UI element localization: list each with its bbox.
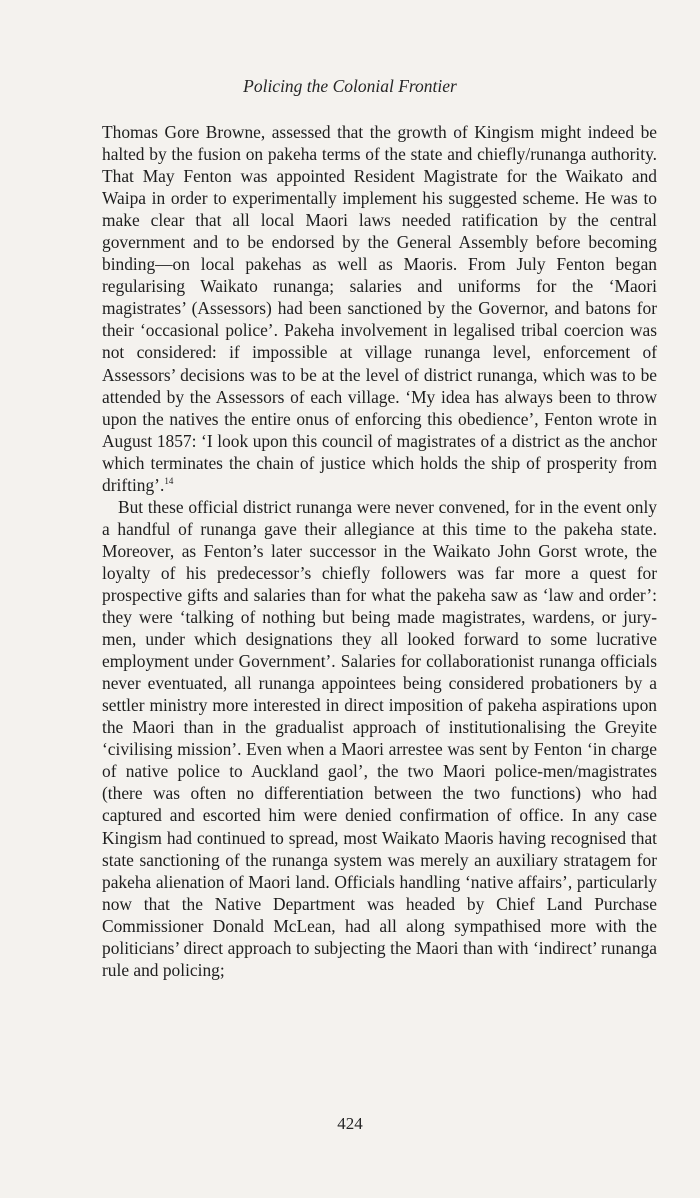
body-text	[102, 121, 657, 981]
paragraph-1-text: Thomas Gore Browne, assessed that the growth of Kingism might indeed be halted by the fusion on pakeha terms of the state and chiefly/runanga authority. That May Fenton was appointed Resident Magistrate for the Waikato and Waipa in order to experimentally implement his suggested scheme. He was to make clear that all local Maori laws needed ratification by the central government and to be endorsed by the General Assembly before becoming binding—on local pakehas as well as Maoris. From July Fenton began regularising Waikato runanga; salaries and uniforms for the ‘Maori magistrates’ (Assessors) had been sanctioned by the Governor, and batons for their ‘occasional police’. Pakeha involvement in legalised tribal coercion was not considered: if impossible at village runanga level, enforcement of Assessors’ decisions was to be at the level of district runanga, which was to be attended by the Assessors of each village. ‘My idea has always been to throw upon the natives the entire onus of enforcing this obedience’, Fenton wrote in August 1857: ‘I look upon this council of magistrates of a district as the anchor which terminates the chain of justice which holds the ship of prosperity from drifting’.	[102, 122, 657, 495]
page-number: 424	[337, 1114, 363, 1133]
paragraph-2	[102, 496, 657, 981]
paragraph-1	[102, 121, 657, 496]
running-head: Policing the Colonial Frontier	[243, 76, 457, 96]
paragraph-2-text: But these official district runanga were never convened, for in the event only a handful of runanga gave their allegiance at this time to the pakeha state. Moreover, as Fenton’s later successor in the Waikato John Gorst wrote, the loyalty of his predecessor’s chiefly followers was far more a quest for prospective gifts and salaries than for what the pakeha saw as ‘law and order’: they were ‘talking of nothing but being made magistrates, wardens, or jury-men, under which designations they all looked forward to some lucrative employment under Government’. Salaries for collaborationist runanga officials never eventuated, all runanga appointees being considered probationers by a settler ministry more interested in direct imposition of pakeha aspirations upon the Maori than in the gradualist approach of institutionalising the Greyite ‘civilising mission’. Even when a Maori arrestee was sent by Fenton ‘in charge of native police to Auckland gaol’, the two Maori police-men/magistrates (there was often no differentiation between the two functions) who had captured and escorted him were denied confirmation of office. In any case Kingism had continued to spread, most Waikato Maoris having recognised that state sanctioning of the runanga system was merely an auxiliary stratagem for pakeha alienation of Maori land. Officials handling ‘native affairs’, particularly now that the Native Department was headed by Chief Land Purchase Commissioner Donald McLean, had all along sympathised more with the politicians’ direct approach to subjecting the Maori than with ‘indirect’ runanga rule and policing;	[102, 496, 657, 980]
footnote-marker: 14	[164, 475, 174, 486]
